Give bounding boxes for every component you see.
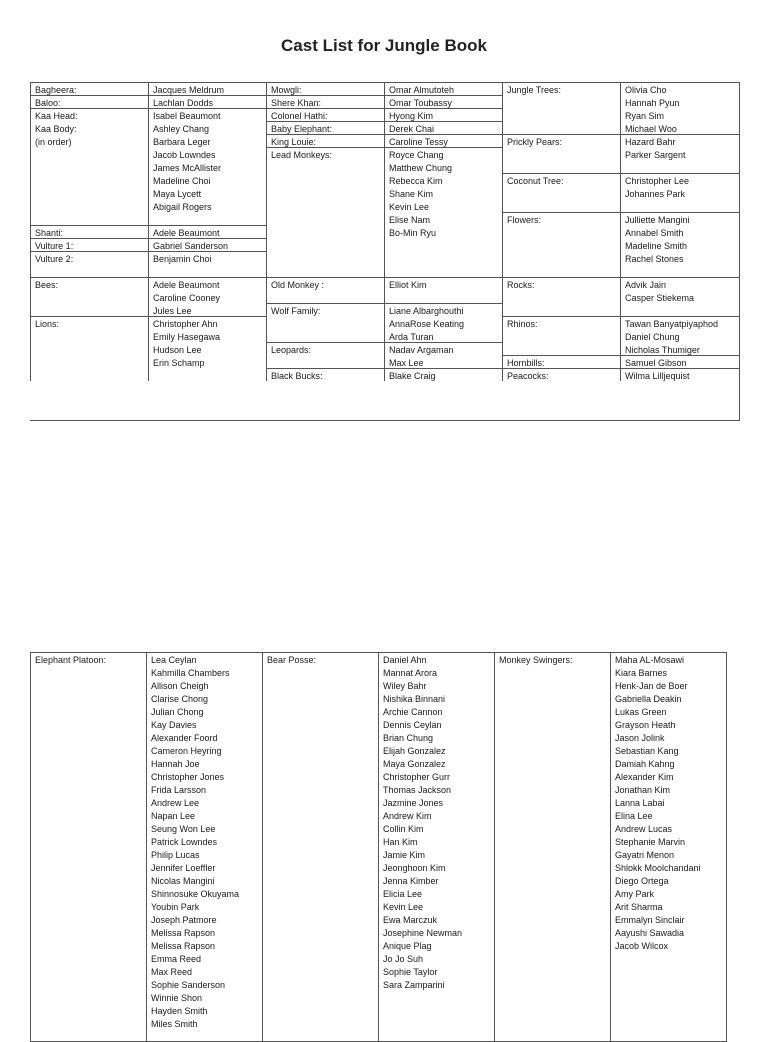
- actor-name: Allison Cheigh: [151, 681, 209, 691]
- actor-name: Christopher Lee: [625, 176, 690, 186]
- role-label-cell: [266, 147, 384, 277]
- actor-name: Tawan Banyatpiyaphod: [625, 319, 719, 329]
- actor-name: Stephanie Marvin: [615, 837, 686, 847]
- cast-names-cell: [148, 225, 266, 238]
- cast-names-cell: [610, 652, 727, 1042]
- role-name: Coconut Tree:: [507, 176, 564, 186]
- actor-name: Elliot Kim: [389, 280, 427, 290]
- role-name: King Louie:: [271, 137, 317, 147]
- actor-name: Mannat Arora: [383, 668, 438, 678]
- actor-name: Arda Turan: [389, 332, 434, 342]
- actor-name: Ryan Sim: [625, 111, 665, 121]
- cast-names-cell: [384, 147, 502, 277]
- actor-name: Lea Ceylan: [151, 655, 197, 665]
- actor-name: Dennis Ceylan: [383, 720, 442, 730]
- actor-name: Collin Kim: [383, 824, 424, 834]
- actor-name: Ashley Chang: [153, 124, 210, 134]
- actor-name: Derek Chai: [389, 124, 435, 134]
- actor-name: Melissa Rapson: [151, 928, 216, 938]
- actor-name: Hayden Smith: [151, 1006, 208, 1016]
- role-name: Lions:: [35, 319, 60, 329]
- actor-name: Anique Plag: [383, 941, 432, 951]
- actor-name: Han Kim: [383, 837, 418, 847]
- actor-name: Christopher Ahn: [153, 319, 218, 329]
- actor-name: Benjamin Choi: [153, 254, 212, 264]
- actor-name: Elina Lee: [615, 811, 653, 821]
- cast-names-cell: [148, 108, 266, 225]
- role-label-cell: [266, 134, 384, 147]
- role-label-cell: [502, 355, 620, 368]
- role-label-cell: [262, 652, 378, 1042]
- actor-name: Wilma Lilljequist: [625, 371, 690, 381]
- actor-name: Olivia Cho: [625, 85, 667, 95]
- actor-name: Jennifer Loeffler: [151, 863, 216, 873]
- role-name: Mowgli:: [271, 85, 302, 95]
- actor-name: Erin Schamp: [153, 358, 205, 368]
- actor-name: Shane Kim: [389, 189, 434, 199]
- role-name: Wolf Family:: [271, 306, 321, 316]
- actor-name: Abigail Rogers: [153, 202, 212, 212]
- role-label-cell: [494, 652, 610, 1042]
- actor-name: Jeonghoon Kim: [383, 863, 446, 873]
- role-name: Vulture 1:: [35, 241, 74, 251]
- actor-name: Henk-Jan de Boer: [615, 681, 688, 691]
- role-name: Leopards:: [271, 345, 312, 355]
- role-label-cell: [502, 173, 620, 212]
- actor-name: Jules Lee: [153, 306, 192, 316]
- role-name: Rhinos:: [507, 319, 538, 329]
- actor-name: Brian Chung: [383, 733, 434, 743]
- role-label-cell: [502, 277, 620, 316]
- cast-names-cell: [620, 368, 740, 381]
- actor-name: Sebastian Kang: [615, 746, 679, 756]
- actor-name: Caroline Tessy: [389, 137, 448, 147]
- actor-name: Max Lee: [389, 358, 424, 368]
- actor-name: Youbin Park: [151, 902, 200, 912]
- cast-names-cell: [620, 277, 740, 316]
- actor-name: Maya Gonzalez: [383, 759, 446, 769]
- role-label-cell: [30, 316, 148, 381]
- actor-name: Matthew Chung: [389, 163, 453, 173]
- role-name: Peacocks:: [507, 371, 549, 381]
- actor-name: Miles Smith: [151, 1019, 198, 1029]
- role-label-cell: [266, 342, 384, 368]
- cast-names-cell: [620, 82, 740, 134]
- actor-name: Parker Sargent: [625, 150, 686, 160]
- actor-name: Gayatri Menon: [615, 850, 675, 860]
- actor-name: Napan Lee: [151, 811, 196, 821]
- actor-name: Adele Beaumont: [153, 280, 220, 290]
- role-name: Kaa Head:: [35, 111, 78, 121]
- actor-name: Emmalyn Sinclair: [615, 915, 685, 925]
- role-name: Monkey Swingers:: [499, 655, 573, 665]
- actor-name: Maya Lycett: [153, 189, 202, 199]
- role-name: Elephant Platoon:: [35, 655, 107, 665]
- actor-name: Blake Craig: [389, 371, 436, 381]
- role-name: Colonel Hathi:: [271, 111, 328, 121]
- cast-names-cell: [384, 121, 502, 134]
- actor-name: Kevin Lee: [383, 902, 424, 912]
- cast-table-main: [30, 82, 740, 421]
- cast-names-cell: [146, 652, 262, 1042]
- actor-name: Jacques Meldrum: [153, 85, 225, 95]
- actor-name: Madeline Choi: [153, 176, 211, 186]
- actor-name: Gabriella Deakin: [615, 694, 682, 704]
- cast-names-cell: [148, 316, 266, 381]
- role-label-cell: [502, 316, 620, 355]
- role-name: Flowers:: [507, 215, 542, 225]
- actor-name: Alexander Kim: [615, 772, 674, 782]
- role-label-cell: [30, 82, 148, 95]
- role-name: Shere Khan:: [271, 98, 322, 108]
- actor-name: Alexander Foord: [151, 733, 218, 743]
- role-name: (in order): [35, 137, 72, 147]
- cast-names-cell: [384, 82, 502, 95]
- actor-name: Barbara Leger: [153, 137, 211, 147]
- role-label-cell: [266, 95, 384, 108]
- actor-name: Nicholas Thumiger: [625, 345, 700, 355]
- cast-names-cell: [620, 173, 740, 212]
- cast-table-ensemble: [30, 652, 727, 1042]
- actor-name: Madeline Smith: [625, 241, 688, 251]
- actor-name: Jacob Lowndes: [153, 150, 216, 160]
- cast-names-cell: [148, 82, 266, 95]
- role-label-cell: [266, 368, 384, 381]
- actor-name: Sophie Sanderson: [151, 980, 226, 990]
- actor-name: Emily Hasegawa: [153, 332, 221, 342]
- actor-name: Julliette Mangini: [625, 215, 690, 225]
- actor-name: Ewa Marczuk: [383, 915, 438, 925]
- cast-names-cell: [384, 95, 502, 108]
- role-name: Prickly Pears:: [507, 137, 563, 147]
- actor-name: Casper Stiekema: [625, 293, 695, 303]
- actor-name: Daniel Chung: [625, 332, 680, 342]
- actor-name: Wiley Bahr: [383, 681, 427, 691]
- cast-names-cell: [384, 342, 502, 368]
- cast-names-cell: [384, 277, 502, 303]
- cast-names-cell: [384, 303, 502, 342]
- actor-name: Christopher Jones: [151, 772, 225, 782]
- actor-name: Jazmine Jones: [383, 798, 444, 808]
- role-name: Baby Elephant:: [271, 124, 333, 134]
- actor-name: Andrew Lee: [151, 798, 200, 808]
- role-name: Bear Posse:: [267, 655, 317, 665]
- role-label-cell: [266, 121, 384, 134]
- actor-name: Kiara Barnes: [615, 668, 668, 678]
- actor-name: Hannah Joe: [151, 759, 200, 769]
- actor-name: Patrick Lowndes: [151, 837, 218, 847]
- role-name: Vulture 2:: [35, 254, 74, 264]
- actor-name: Gabriel Sanderson: [153, 241, 229, 251]
- actor-name: Elicia Lee: [383, 889, 423, 899]
- role-name: Black Bucks:: [271, 371, 323, 381]
- role-label-cell: [30, 277, 148, 316]
- actor-name: Liane Albarghouthi: [389, 306, 464, 316]
- actor-name: Hannah Pyun: [625, 98, 680, 108]
- role-name: Hornbills:: [507, 358, 545, 368]
- actor-name: Royce Chang: [389, 150, 444, 160]
- actor-name: Archie Cannon: [383, 707, 443, 717]
- role-name: Shanti:: [35, 228, 64, 238]
- actor-name: Jonathan Kim: [615, 785, 671, 795]
- role-label-cell: [30, 238, 148, 251]
- cast-names-cell: [384, 108, 502, 121]
- actor-name: Lanna Labai: [615, 798, 665, 808]
- actor-name: Seung Won Lee: [151, 824, 216, 834]
- cast-names-cell: [620, 134, 740, 173]
- actor-name: Advik Jain: [625, 280, 667, 290]
- actor-name: Sara Zamparini: [383, 980, 445, 990]
- actor-name: Frida Larsson: [151, 785, 207, 795]
- actor-name: Shlokk Moolchandani: [615, 863, 701, 873]
- role-name: Kaa Body:: [35, 124, 77, 134]
- actor-name: Kay Davies: [151, 720, 197, 730]
- actor-name: Thomas Jackson: [383, 785, 452, 795]
- actor-name: Kevin Lee: [389, 202, 430, 212]
- role-label-cell: [30, 108, 148, 225]
- actor-name: Christopher Gurr: [383, 772, 451, 782]
- role-label-cell: [502, 368, 620, 381]
- actor-name: Grayson Heath: [615, 720, 676, 730]
- role-label-cell: [30, 251, 148, 277]
- cast-names-cell: [378, 652, 494, 1042]
- actor-name: Melissa Rapson: [151, 941, 216, 951]
- actor-name: Adele Beaumont: [153, 228, 220, 238]
- actor-name: Julian Chong: [151, 707, 204, 717]
- role-label-cell: [30, 225, 148, 238]
- actor-name: Jamie Kim: [383, 850, 426, 860]
- actor-name: Hazard Bahr: [625, 137, 676, 147]
- actor-name: James McAllister: [153, 163, 222, 173]
- actor-name: Michael Woo: [625, 124, 677, 134]
- actor-name: Jacob Wilcox: [615, 941, 669, 951]
- role-name: Bagheera:: [35, 85, 77, 95]
- actor-name: Diego Ortega: [615, 876, 669, 886]
- cast-names-cell: [620, 316, 740, 355]
- actor-name: Samuel Gibson: [625, 358, 687, 368]
- actor-name: Nadav Argaman: [389, 345, 454, 355]
- actor-name: Arit Sharma: [615, 902, 663, 912]
- actor-name: Omar Almutoteh: [389, 85, 455, 95]
- actor-name: Hyong Kim: [389, 111, 434, 121]
- role-label-cell: [502, 134, 620, 173]
- actor-name: Jenna Kimber: [383, 876, 439, 886]
- role-name: Rocks:: [507, 280, 535, 290]
- cast-names-cell: [148, 238, 266, 251]
- page-title: Cast List for Jungle Book: [281, 36, 487, 55]
- actor-name: Elijah Gonzalez: [383, 746, 446, 756]
- actor-name: Winnie Shon: [151, 993, 203, 1003]
- actor-name: Emma Reed: [151, 954, 202, 964]
- role-label-cell: [266, 303, 384, 342]
- actor-name: Kahmilla Chambers: [151, 668, 230, 678]
- actor-name: Jason Jolink: [615, 733, 665, 743]
- actor-name: Josephine Newman: [383, 928, 463, 938]
- cast-names-cell: [620, 212, 740, 277]
- actor-name: Cameron Heyring: [151, 746, 222, 756]
- actor-name: Bo-Min Ryu: [389, 228, 437, 238]
- actor-name: Hudson Lee: [153, 345, 202, 355]
- actor-name: Aayushi Sawadia: [615, 928, 685, 938]
- actor-name: Nicolas Mangini: [151, 876, 215, 886]
- role-label-cell: [266, 108, 384, 121]
- cast-names-cell: [384, 368, 502, 381]
- actor-name: Clarise Chong: [151, 694, 209, 704]
- actor-name: Amy Park: [615, 889, 655, 899]
- actor-name: Max Reed: [151, 967, 193, 977]
- cast-names-cell: [620, 355, 740, 368]
- role-label-cell: [502, 212, 620, 277]
- cast-names-cell: [148, 277, 266, 316]
- actor-name: Omar Toubassy: [389, 98, 452, 108]
- actor-name: Elise Nam: [389, 215, 431, 225]
- role-label-cell: [30, 95, 148, 108]
- actor-name: Daniel Ahn: [383, 655, 427, 665]
- actor-name: AnnaRose Keating: [389, 319, 465, 329]
- role-label-cell: [30, 652, 146, 1042]
- role-label-cell: [502, 82, 620, 134]
- cast-names-cell: [384, 134, 502, 147]
- actor-name: Damiah Kahng: [615, 759, 675, 769]
- actor-name: Andrew Kim: [383, 811, 432, 821]
- role-name: Bees:: [35, 280, 59, 290]
- actor-name: Maha AL-Mosawi: [615, 655, 685, 665]
- actor-name: Andrew Lucas: [615, 824, 673, 834]
- role-label-cell: [266, 277, 384, 303]
- actor-name: Sophie Taylor: [383, 967, 438, 977]
- actor-name: Philip Lucas: [151, 850, 200, 860]
- actor-name: Joseph Patmore: [151, 915, 217, 925]
- actor-name: Jo Jo Suh: [383, 954, 424, 964]
- actor-name: Isabel Beaumont: [153, 111, 221, 121]
- actor-name: Johannes Park: [625, 189, 686, 199]
- actor-name: Caroline Cooney: [153, 293, 221, 303]
- role-label-cell: [266, 82, 384, 95]
- cast-names-cell: [148, 95, 266, 108]
- cast-names-cell: [148, 251, 266, 277]
- role-name: Baloo:: [35, 98, 61, 108]
- actor-name: Rebecca Kim: [389, 176, 443, 186]
- actor-name: Nishika Binnani: [383, 694, 446, 704]
- actor-name: Annabel Smith: [625, 228, 684, 238]
- actor-name: Shinnosuke Okuyama: [151, 889, 240, 899]
- actor-name: Lachlan Dodds: [153, 98, 214, 108]
- role-name: Old Monkey :: [271, 280, 325, 290]
- role-name: Jungle Trees:: [507, 85, 562, 95]
- actor-name: Lukas Green: [615, 707, 667, 717]
- actor-name: Rachel Stones: [625, 254, 684, 264]
- role-name: Lead Monkeys:: [271, 150, 333, 160]
